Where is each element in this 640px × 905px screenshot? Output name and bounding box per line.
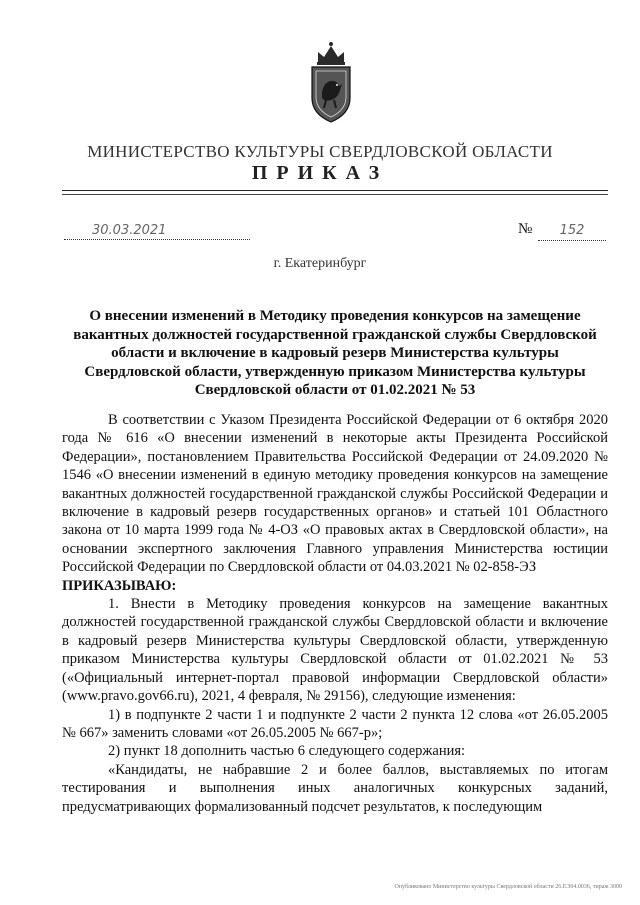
header-rule-thin [62,194,608,195]
ministry-name: МИНИСТЕРСТВО КУЛЬТУРЫ СВЕРДЛОВСКОЙ ОБЛАСТИ [87,142,553,161]
city: г. Екатеринбург [273,256,367,271]
order-title: О внесении изменений в Методику проведения конкурсов на замещение вакантных должностей государственной гражданской службы Свердловской области и включение в кадровый резерв Министерства культуры Свердловской области, утвержденную приказом Министерства культуры Свердловской области от 01.02.2021 № 53 [73,308,597,398]
coat-of-arms-emblem [304,40,358,124]
quoted-text: «Кандидаты, не набравшие 2 и более баллов, выставляемых по итогам тестирования и выполнения иных аналогичных конкурсных заданий, предусматривающих формализованный подсчет результатов, к последующим [62,761,608,815]
order-date: 30.03.2021 [64,222,250,240]
publication-stamp: Опубликовано Министерство культуры Свердловской области 26.ЕЭ04.0036, тираж 3000 [394,884,622,890]
number-sign: № [518,221,533,237]
order-body [62,411,608,816]
subitem-2: 2) пункт 18 дополнить частью 6 следующего содержания: [108,743,466,760]
header-rule [62,190,608,191]
document-type: ПРИКАЗ [251,162,389,184]
order-number: 152 [538,222,606,241]
order-word: ПРИКАЗЫВАЮ: [62,577,177,594]
subitem-1: 1) в подпункте 2 части 1 и подпункте 2 части 2 пункта 12 слова «от 26.05.2005 № 667» заменить словами «от 26.05.2005 № 667-р»; [62,706,608,741]
item-1: 1. Внести в Методику проведения конкурсов на замещение вакантных должностей государственной гражданской службы Свердловской области и включение в кадровый резерв Министерства культуры Свердловской области, утвержденную приказом Министерства культуры Свердловской области от 01.02.2021 № 53 («Официальный интернет-портал правовой информации Свердловской области» (www.pravo.gov66.ru), 2021, 4 февраля, № 29156), следующие изменения: [62,596,608,705]
preamble-paragraph: В соответствии с Указом Президента Российской Федерации от 6 октября 2020 года № 616 «О внесении изменений в некоторые акты Президента Российской Федерации», постановлением Правительства Российской Федерации от 24.09.2020 № 1546 «О внесении изменений в единую методику проведения конкурсов на замещение вакантных должностей государственной гражданской службы Российской Федерации и включение в кадровый резерв государственных органов» и статьей 101 Областного закона от 10 марта 1999 года № 4-ОЗ «О правовых актах в Свердловской области», на основании экспертного заключения Главного управления Министерства юстиции Российской Федерации по Свердловской области от 04.03.2021 № 02-858-ЭЗ [62,412,608,576]
